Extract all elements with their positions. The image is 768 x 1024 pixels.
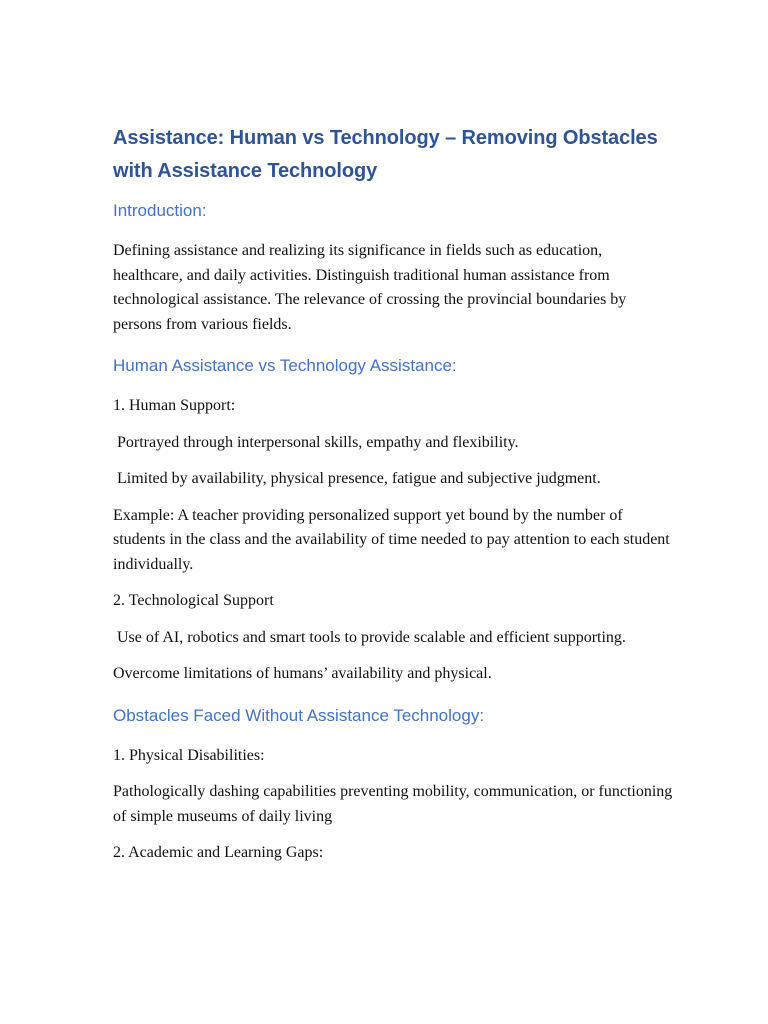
- tech-support-label: 2. Technological Support: [113, 592, 274, 609]
- document-title-line-1: Assistance: Human vs Technology – Removing Obstacles: [113, 127, 658, 149]
- human-support-example: Example: A teacher providing personalized support yet bound by the number of students in the class and the availability of time needed to pay attention to each student individually.: [113, 506, 670, 573]
- physical-disabilities-label: 1. Physical Disabilities:: [113, 746, 265, 764]
- document-page: [113, 122, 673, 878]
- tech-support-paragraph-1: Use of AI, robotics and smart tools to provide scalable and efficient supporting.: [117, 628, 626, 646]
- human-support-paragraph-2: Limited by availability, physical presence, fatigue and subjective judgment.: [117, 470, 601, 487]
- human-support-paragraph-1: Portrayed through interpersonal skills, empathy and flexibility.: [117, 433, 519, 451]
- tech-support-paragraph-2: Overcome limitations of humans’ availability and physical.: [113, 665, 492, 682]
- document-title-line-2: with Assistance Technology: [113, 160, 378, 182]
- document-title: [113, 122, 673, 188]
- obstacles-heading: Obstacles Faced Without Assistance Technology:: [113, 705, 485, 725]
- intro-heading: Introduction:: [113, 201, 207, 220]
- intro-paragraph: Defining assistance and realizing its significance in fields such as education, healthcare, and daily activities. Distinguish traditional human assistance from technological assistance. The relevance of crossing the provincial boundaries by persons from various fields.: [113, 242, 627, 333]
- human-vs-tech-heading: Human Assistance vs Technology Assistance:: [113, 356, 457, 375]
- human-support-label: 1. Human Support:: [113, 397, 236, 414]
- physical-disabilities-paragraph: Pathologically dashing capabilities preventing mobility, communication, or functioning of simple museums of daily living: [113, 783, 673, 825]
- academic-gaps-label: 2. Academic and Learning Gaps:: [113, 844, 324, 861]
